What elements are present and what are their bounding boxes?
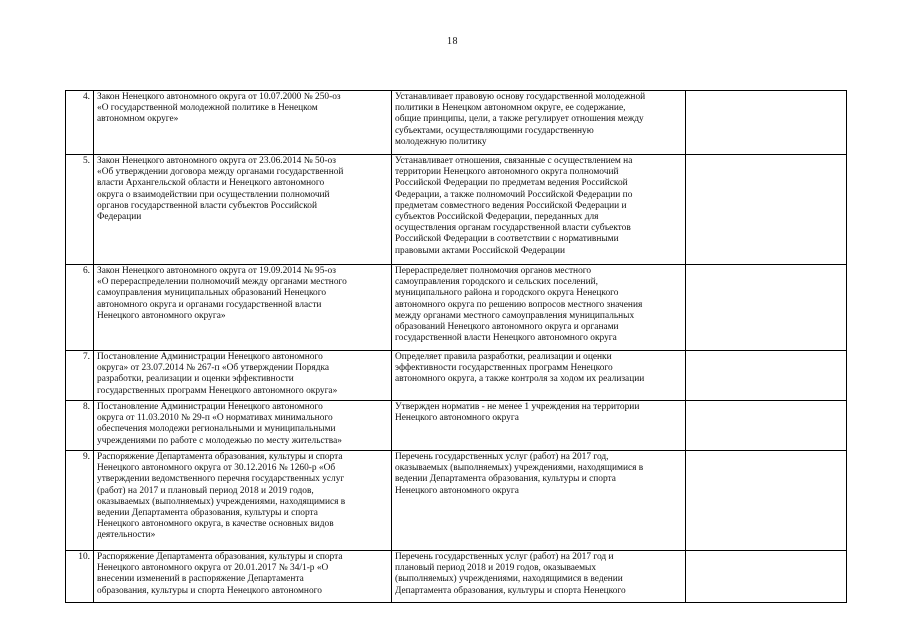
note-cell xyxy=(686,265,847,351)
document-cell: Распоряжение Департамента образования, культуры и спорта Ненецкого автономного округа от 20.01.2017 № 34/1-р «О внесении изменений в распоряжение Департамента образования, культуры и спорта Ненецкого автономного xyxy=(94,551,392,603)
document-cell: Закон Ненецкого автономного округа от 10.07.2000 № 250-оз «О государственной молодежной политике в Ненецком автономном округе» xyxy=(94,91,392,155)
description-cell: Устанавливает правовую основу государственной молодежной политики в Ненецком автономном округе, ее содержание, общие принципы, цели, а также регулирует отношения между субъектами, осуществляющими государственную молодежную политику xyxy=(392,91,686,155)
note-cell xyxy=(686,451,847,551)
table-row xyxy=(66,265,847,351)
table-row xyxy=(66,91,847,155)
row-number: 6. xyxy=(66,265,94,351)
row-number: 5. xyxy=(66,155,94,265)
document-cell: Распоряжение Департамента образования, культуры и спорта Ненецкого автономного округа от 30.12.2016 № 1260-р «Об утверждении ведомственного перечня государственных услуг (работ) на 2017 и плановый период 2018 и 2019 годов, оказываемых (выполняемых) учреждениями, находящимися в ведении Департамента образования, культуры и спорта Ненецкого автономного округа, в качестве основных видов деятельности» xyxy=(94,451,392,551)
legal-acts-table xyxy=(65,90,847,603)
table-row xyxy=(66,451,847,551)
description-cell: Устанавливает отношения, связанные с осуществлением на территории Ненецкого автономного округа полномочий Российской Федерации по предметам ведения Российской Федерации, а также полномочий Российской Федерации по предметам совместного ведения Российской Федерации и субъектов Российской Федерации, переданных для осуществления органам государственной власти субъектов Российской Федерации в соответствии с нормативными правовыми актами Российской Федерации xyxy=(392,155,686,265)
row-number: 8. xyxy=(66,401,94,451)
document-cell: Закон Ненецкого автономного округа от 19.09.2014 № 95-оз «О перераспределении полномочий между органами местного самоуправления муниципальных образований Ненецкого автономного округа и органами государственной власти Ненецкого автономного округа» xyxy=(94,265,392,351)
row-number: 4. xyxy=(66,91,94,155)
note-cell xyxy=(686,551,847,603)
note-cell xyxy=(686,155,847,265)
page-number: 18 xyxy=(447,36,458,47)
note-cell xyxy=(686,91,847,155)
description-cell: Перераспределяет полномочия органов местного самоуправления городского и сельских поселений, муниципального района и городского округа Ненецкого автономного округа по решению вопросов местного значения между органами местного самоуправления муниципальных образований Ненецкого автономного округа и органами государственной власти Ненецкого автономного округа xyxy=(392,265,686,351)
document-cell: Постановление Администрации Ненецкого автономного округа» от 23.07.2014 № 267-п «Об утверждении Порядка разработки, реализации и оценки эффективности государственных программ Ненецкого автономного округа» xyxy=(94,351,392,401)
note-cell xyxy=(686,351,847,401)
table-row xyxy=(66,551,847,603)
description-cell: Перечень государственных услуг (работ) на 2017 год, оказываемых (выполняемых) учреждениями, находящимися в ведении Департамента образования, культуры и спорта Ненецкого автономного округа xyxy=(392,451,686,551)
note-cell xyxy=(686,401,847,451)
table-row xyxy=(66,155,847,265)
row-number: 10. xyxy=(66,551,94,603)
row-number: 7. xyxy=(66,351,94,401)
table-row xyxy=(66,401,847,451)
table-row xyxy=(66,351,847,401)
description-cell: Определяет правила разработки, реализации и оценки эффективности государственных программ Ненецкого автономного округа, а также контроля за ходом их реализации xyxy=(392,351,686,401)
document-cell: Постановление Администрации Ненецкого автономного округа от 11.03.2010 № 29-п «О нормативах минимального обеспечения молодежи региональными и муниципальными учреждениями по работе с молодежью по месту жительства» xyxy=(94,401,392,451)
row-number: 9. xyxy=(66,451,94,551)
description-cell: Перечень государственных услуг (работ) на 2017 год и плановый период 2018 и 2019 годов, оказываемых (выполняемых) учреждениями, находящимися в ведении Департамента образования, культуры и спорта Ненецкого xyxy=(392,551,686,603)
document-cell: Закон Ненецкого автономного округа от 23.06.2014 № 50-оз «Об утверждении договора между органами государственной власти Архангельской области и Ненецкого автономного округа о взаимодействии при осуществлении полномочий органов государственной власти субъектов Российской Федерации xyxy=(94,155,392,265)
description-cell: Утвержден норматив - не менее 1 учреждения на территории Ненецкого автономного округа xyxy=(392,401,686,451)
